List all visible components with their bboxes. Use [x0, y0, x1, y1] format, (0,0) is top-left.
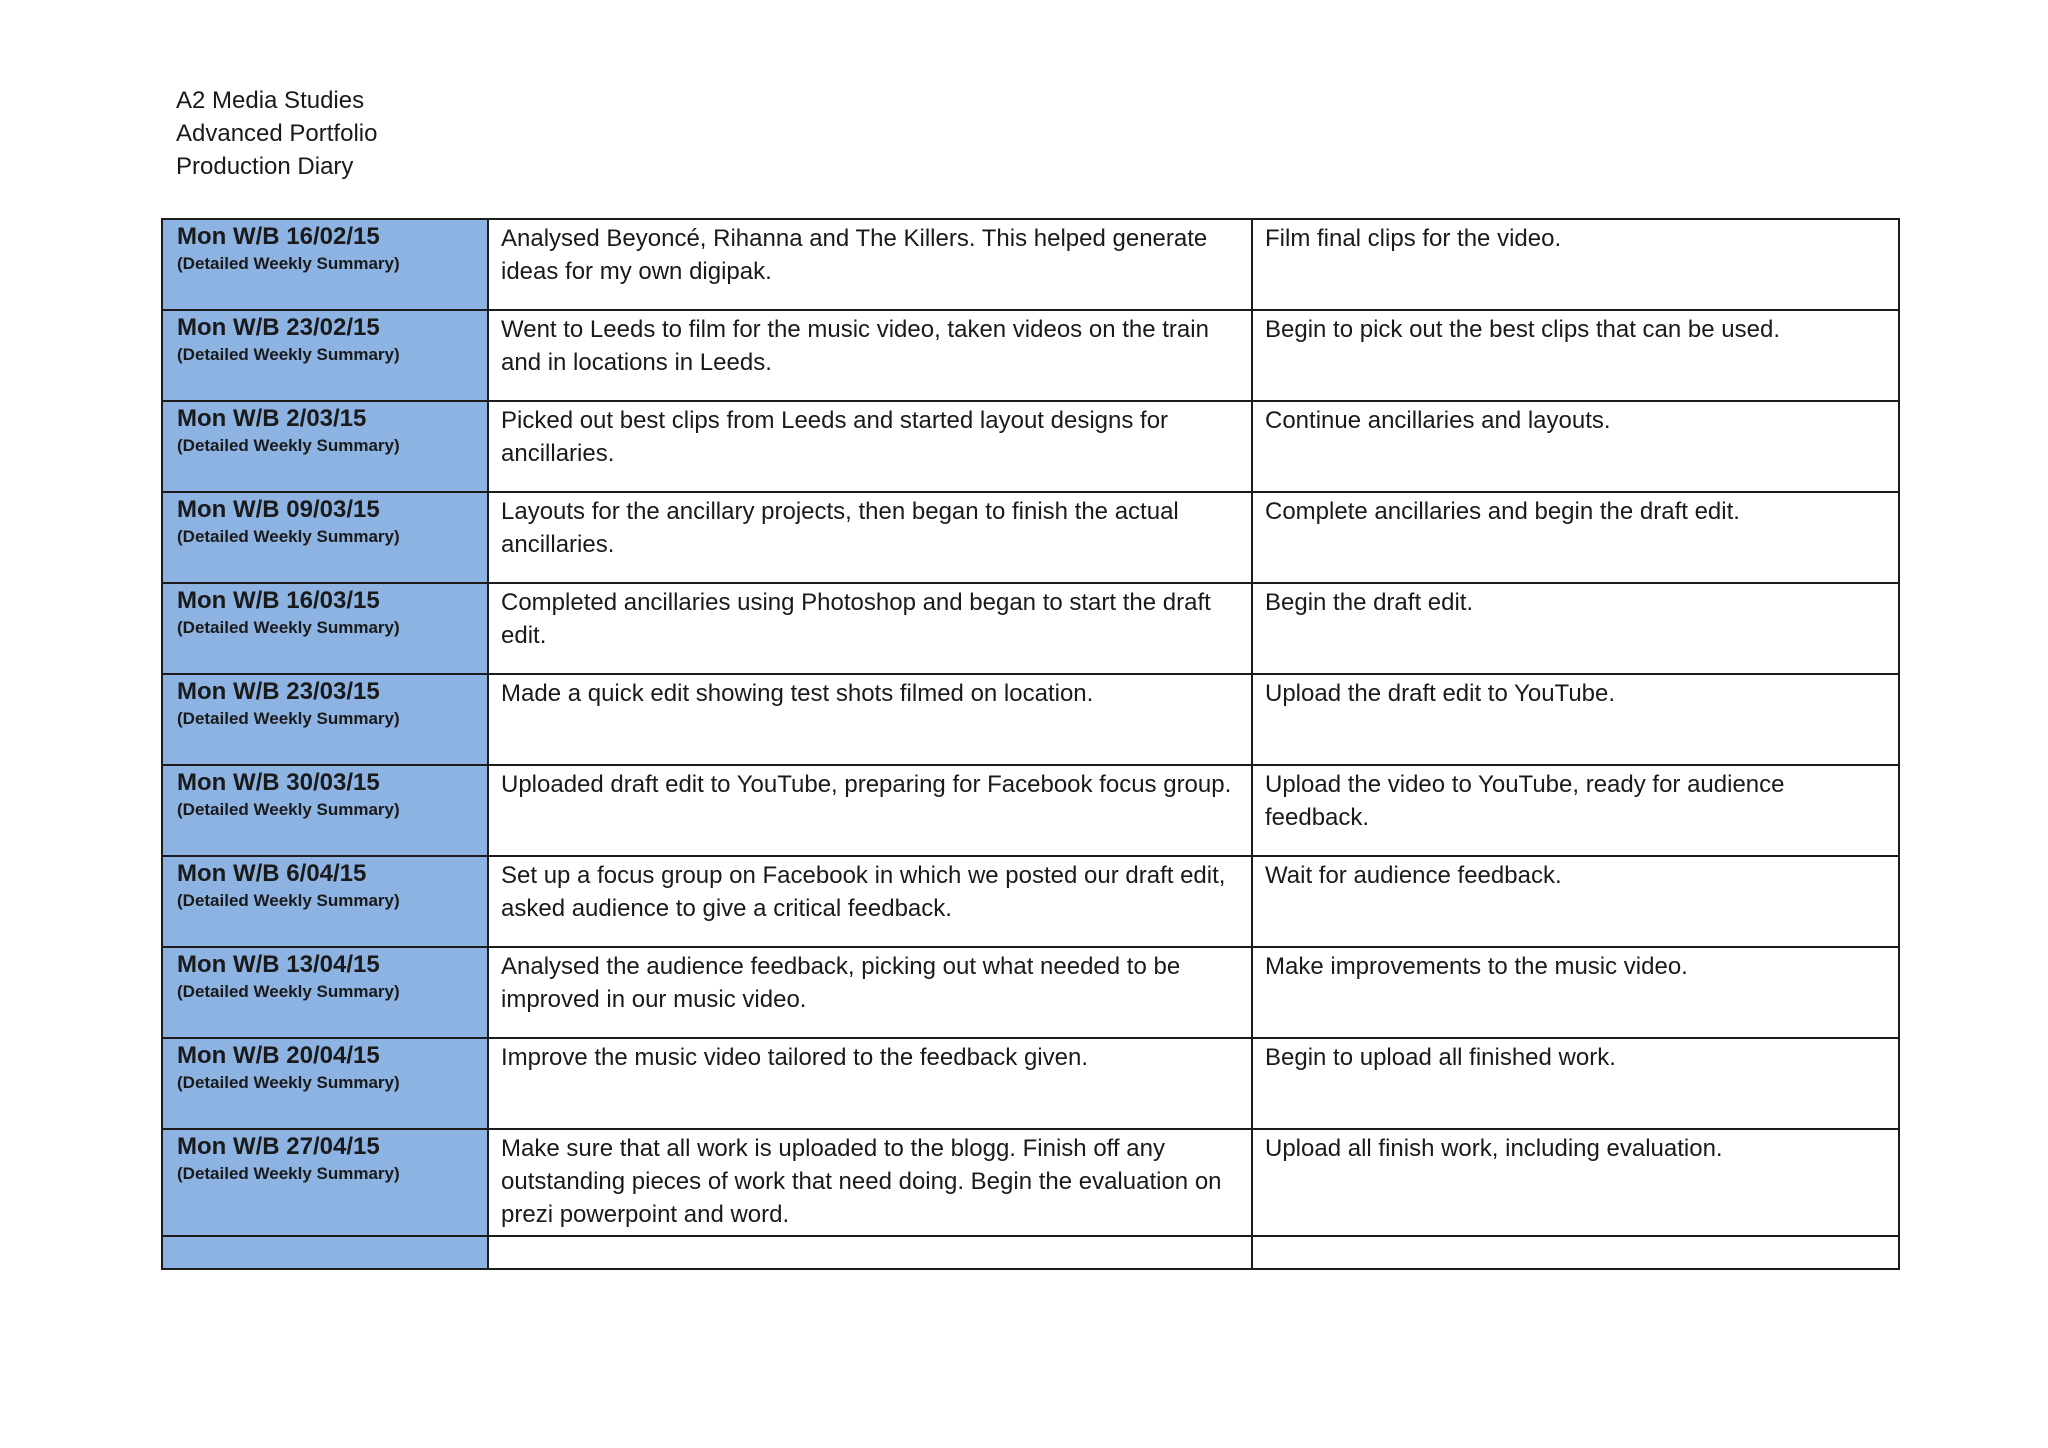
week-date: Mon W/B 09/03/15 [177, 496, 380, 523]
next-steps-cell: Begin the draft edit. [1252, 583, 1899, 674]
portfolio-title: Advanced Portfolio [176, 120, 378, 147]
table-row [162, 1038, 1899, 1129]
table-row [162, 1129, 1899, 1236]
work-done-cell: Analysed the audience feedback, picking out what needed to be improved in our music video. [488, 947, 1252, 1038]
week-summary-label: (Detailed Weekly Summary) [177, 345, 400, 364]
diary-title: Production Diary [176, 153, 354, 180]
table-row [162, 947, 1899, 1038]
table-row [162, 856, 1899, 947]
next-steps-cell: Upload the draft edit to YouTube. [1252, 674, 1899, 765]
week-date: Mon W/B 20/04/15 [177, 1042, 380, 1069]
production-diary-table [161, 218, 1900, 1270]
work-done-cell: Analysed Beyoncé, Rihanna and The Killers. This helped generate ideas for my own digipak. [488, 219, 1252, 310]
next-steps-cell: Wait for audience feedback. [1252, 856, 1899, 947]
week-cell [162, 492, 488, 583]
work-done-cell: Improve the music video tailored to the feedback given. [488, 1038, 1252, 1129]
week-summary-label: (Detailed Weekly Summary) [177, 800, 400, 819]
empty-week-cell [162, 1236, 488, 1269]
week-cell [162, 583, 488, 674]
week-summary-label: (Detailed Weekly Summary) [177, 709, 400, 728]
week-cell [162, 310, 488, 401]
week-date: Mon W/B 30/03/15 [177, 769, 380, 796]
week-summary-label: (Detailed Weekly Summary) [177, 1164, 400, 1183]
week-date: Mon W/B 16/03/15 [177, 587, 380, 614]
empty-next-steps-cell [1252, 1236, 1899, 1269]
week-date: Mon W/B 13/04/15 [177, 951, 380, 978]
course-title: A2 Media Studies [176, 87, 365, 114]
next-steps-cell: Begin to upload all finished work. [1252, 1038, 1899, 1129]
next-steps-cell: Upload the video to YouTube, ready for audience feedback. [1252, 765, 1899, 856]
empty-work-done-cell [488, 1236, 1252, 1269]
next-steps-cell: Upload all finish work, including evaluation. [1252, 1129, 1899, 1236]
next-steps-cell: Make improvements to the music video. [1252, 947, 1899, 1038]
week-cell [162, 674, 488, 765]
week-summary-label: (Detailed Weekly Summary) [177, 254, 400, 273]
week-cell [162, 1129, 488, 1236]
week-summary-label: (Detailed Weekly Summary) [177, 982, 400, 1001]
week-date: Mon W/B 27/04/15 [177, 1133, 380, 1160]
week-cell [162, 219, 488, 310]
week-summary-label: (Detailed Weekly Summary) [177, 1073, 400, 1092]
table-row [162, 583, 1899, 674]
table-row [162, 674, 1899, 765]
table-row [162, 401, 1899, 492]
next-steps-cell: Continue ancillaries and layouts. [1252, 401, 1899, 492]
table-row [162, 765, 1899, 856]
work-done-cell: Make sure that all work is uploaded to the blogg. Finish off any outstanding pieces of work that need doing. Begin the evaluation on prezi powerpoint and word. [488, 1129, 1252, 1236]
week-date: Mon W/B 2/03/15 [177, 405, 367, 432]
next-steps-cell: Begin to pick out the best clips that can be used. [1252, 310, 1899, 401]
work-done-cell: Completed ancillaries using Photoshop and began to start the draft edit. [488, 583, 1252, 674]
work-done-cell: Layouts for the ancillary projects, then began to finish the actual ancillaries. [488, 492, 1252, 583]
week-date: Mon W/B 16/02/15 [177, 223, 380, 250]
week-cell [162, 947, 488, 1038]
table-row [162, 492, 1899, 583]
week-cell [162, 1038, 488, 1129]
week-date: Mon W/B 6/04/15 [177, 860, 367, 887]
next-steps-cell: Film final clips for the video. [1252, 219, 1899, 310]
next-steps-cell: Complete ancillaries and begin the draft edit. [1252, 492, 1899, 583]
table-row [162, 219, 1899, 310]
week-summary-label: (Detailed Weekly Summary) [177, 618, 400, 637]
work-done-cell: Went to Leeds to film for the music video, taken videos on the train and in locations in Leeds. [488, 310, 1252, 401]
table-row [162, 310, 1899, 401]
document-header [176, 84, 377, 183]
week-summary-label: (Detailed Weekly Summary) [177, 891, 400, 910]
week-summary-label: (Detailed Weekly Summary) [177, 436, 400, 455]
week-cell [162, 856, 488, 947]
work-done-cell: Uploaded draft edit to YouTube, preparing for Facebook focus group. [488, 765, 1252, 856]
week-cell [162, 401, 488, 492]
week-summary-label: (Detailed Weekly Summary) [177, 527, 400, 546]
work-done-cell: Picked out best clips from Leeds and started layout designs for ancillaries. [488, 401, 1252, 492]
empty-table-row [162, 1236, 1899, 1269]
work-done-cell: Made a quick edit showing test shots filmed on location. [488, 674, 1252, 765]
week-date: Mon W/B 23/03/15 [177, 678, 380, 705]
week-date: Mon W/B 23/02/15 [177, 314, 380, 341]
week-cell [162, 765, 488, 856]
work-done-cell: Set up a focus group on Facebook in which we posted our draft edit, asked audience to give a critical feedback. [488, 856, 1252, 947]
